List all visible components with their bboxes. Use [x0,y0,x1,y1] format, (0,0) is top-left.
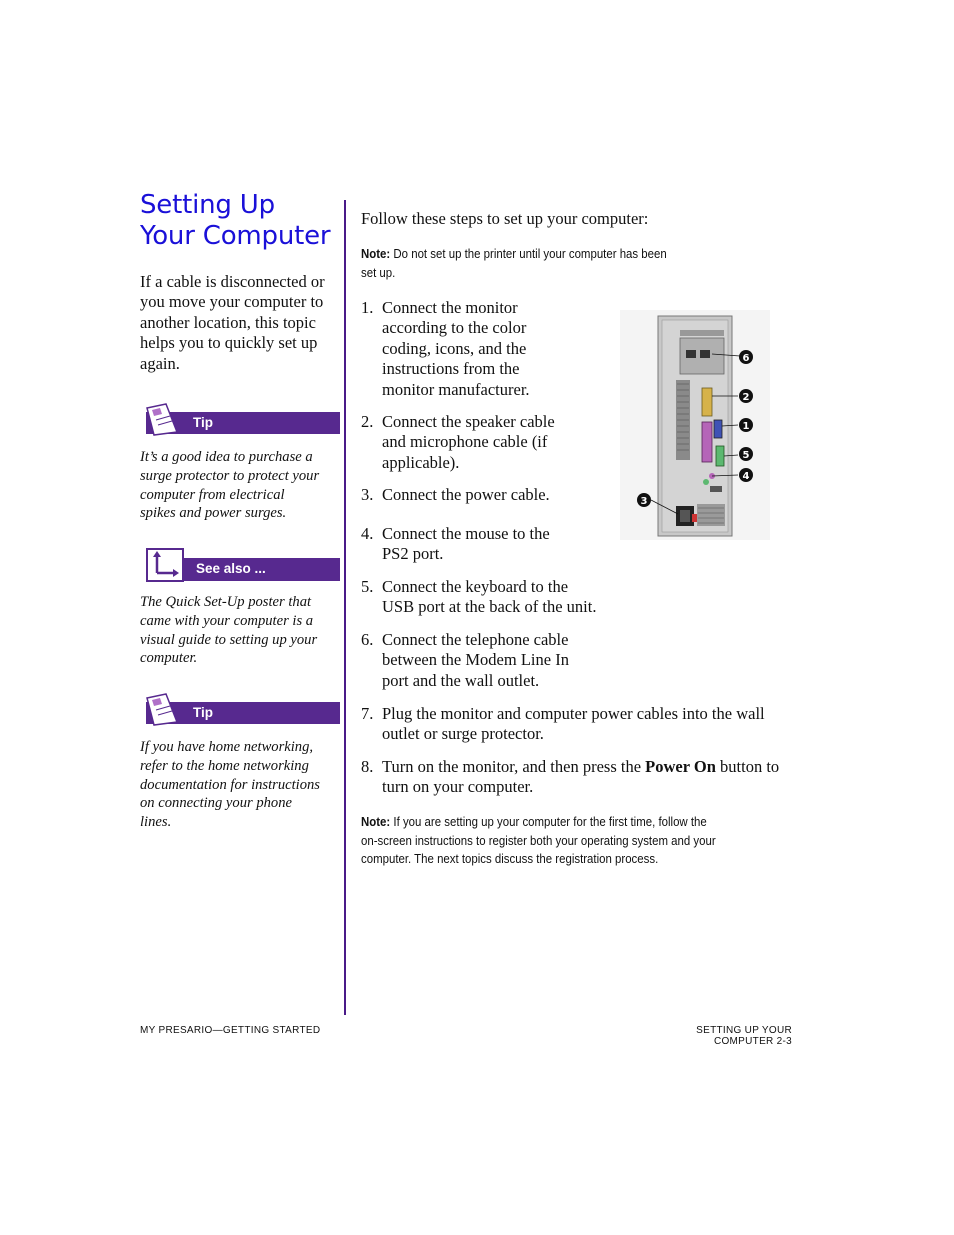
tip-line: computer from electrical [140,486,285,503]
step-line: coding, icons, and the [382,338,527,358]
see-also-line: visual guide to setting up your [140,631,318,648]
see-also-line: computer. [140,650,198,667]
step-line: outlet or surge protector. [382,724,544,744]
note-line: set up. [361,264,396,280]
lead-sentence: Follow these steps to set up your computer: [361,209,649,228]
see-also-text [140,593,336,668]
callout-6: 6 [742,353,750,364]
step-item [361,577,661,619]
step-line: according to the color [382,318,527,338]
tip-label: Tip [193,415,213,430]
tip-line: If you have home networking, [140,739,314,755]
see-also-arrow-icon [145,547,185,583]
step-line: instructions from the [382,359,520,379]
title-line-2: Your Computer [140,221,331,251]
tip-line: refer to the home networking [140,757,309,774]
step-line: Connect the monitor [382,298,518,317]
step-line: applicable). [382,452,460,472]
step-item [361,298,611,400]
note-label: Note: [361,246,391,261]
tip-label: Tip [193,705,213,720]
step-line: PS2 port. [382,544,444,564]
callout-4: 4 [742,471,750,482]
tip-line: It’s a good idea to purchase a [140,449,313,465]
footer-left: MY PRESARIO—GETTING STARTED [140,1025,321,1036]
note-pencil-icon [144,692,180,726]
callout-2: 2 [742,392,750,403]
step-line: Plug the monitor and computer power cables into the wall [382,704,765,723]
note-printer [361,245,739,282]
note-line: Do not set up the printer until your computer has been [393,246,667,261]
tip-line: spikes and power surges. [140,505,287,522]
tip-text [140,448,336,523]
step-line: port and the wall outlet. [382,670,540,690]
step-line: Connect the keyboard to the [382,577,569,596]
callout-1: 1 [742,421,750,432]
tip-line: documentation for instructions [140,776,320,793]
power-on-term: Power On [645,757,716,776]
note-registration [361,813,808,869]
see-also-line: came with your computer is a [140,612,314,629]
note-line: If you are setting up your computer for the first time, follow the [393,814,707,829]
tip-line: surge protector to protect your [140,467,320,484]
step-line: Connect the telephone cable [382,630,569,649]
step-line: USB port at the back of the unit. [382,597,597,617]
step-item [361,524,611,566]
step-line: between the Modem Line In [382,650,569,670]
step-item [361,485,611,507]
step-number: 1. [361,298,374,317]
step-number: 2. [361,412,374,431]
step-number: 3. [361,485,374,504]
step-number: 6. [361,630,374,649]
see-also-label: See also ... [196,561,266,576]
computer-back-panel-diagram [620,310,770,540]
tip-line: on connecting your phone [140,795,292,812]
step-number: 8. [361,757,374,776]
tip-text [140,738,336,832]
column-divider [344,200,346,1015]
step-number: 4. [361,524,374,543]
note-pencil-icon [144,402,180,436]
step-line: monitor manufacturer. [382,379,530,399]
callout-5: 5 [742,450,750,461]
step-number: 7. [361,704,374,723]
step-line: Connect the speaker cable [382,412,555,431]
intro-paragraph [140,272,338,374]
step-item [361,412,611,474]
step-number: 5. [361,577,374,596]
step-item [361,630,661,692]
step-item [361,704,801,746]
intro-line: helps you to quickly set up [140,333,318,353]
note-line: on-screen instructions to register both your operating system and your [361,832,716,848]
footer-right: SETTING UP YOUR COMPUTER 2-3 [696,1025,792,1047]
title-line-1: Setting Up [140,190,275,220]
intro-line: another location, this topic [140,312,316,332]
step-line: Connect the power cable. [382,485,550,504]
step-line: Connect the mouse to the [382,524,550,543]
see-also-line: The Quick Set-Up poster that [140,594,312,610]
step-text: Turn on the monitor, and then press the [382,757,646,776]
intro-line: again. [140,353,180,373]
intro-line: you move your computer to [140,292,324,312]
tip-line: lines. [140,814,172,831]
step-text: button to [715,757,780,776]
intro-line: If a cable is disconnected or [140,272,325,291]
step-line: and microphone cable (if [382,432,548,452]
page-title [140,190,340,252]
note-label: Note: [361,814,391,829]
note-line: computer. The next topics discuss the registration process. [361,851,659,867]
step-line: turn on your computer. [382,777,534,797]
callout-3: 3 [640,496,648,507]
step-item [361,757,801,799]
